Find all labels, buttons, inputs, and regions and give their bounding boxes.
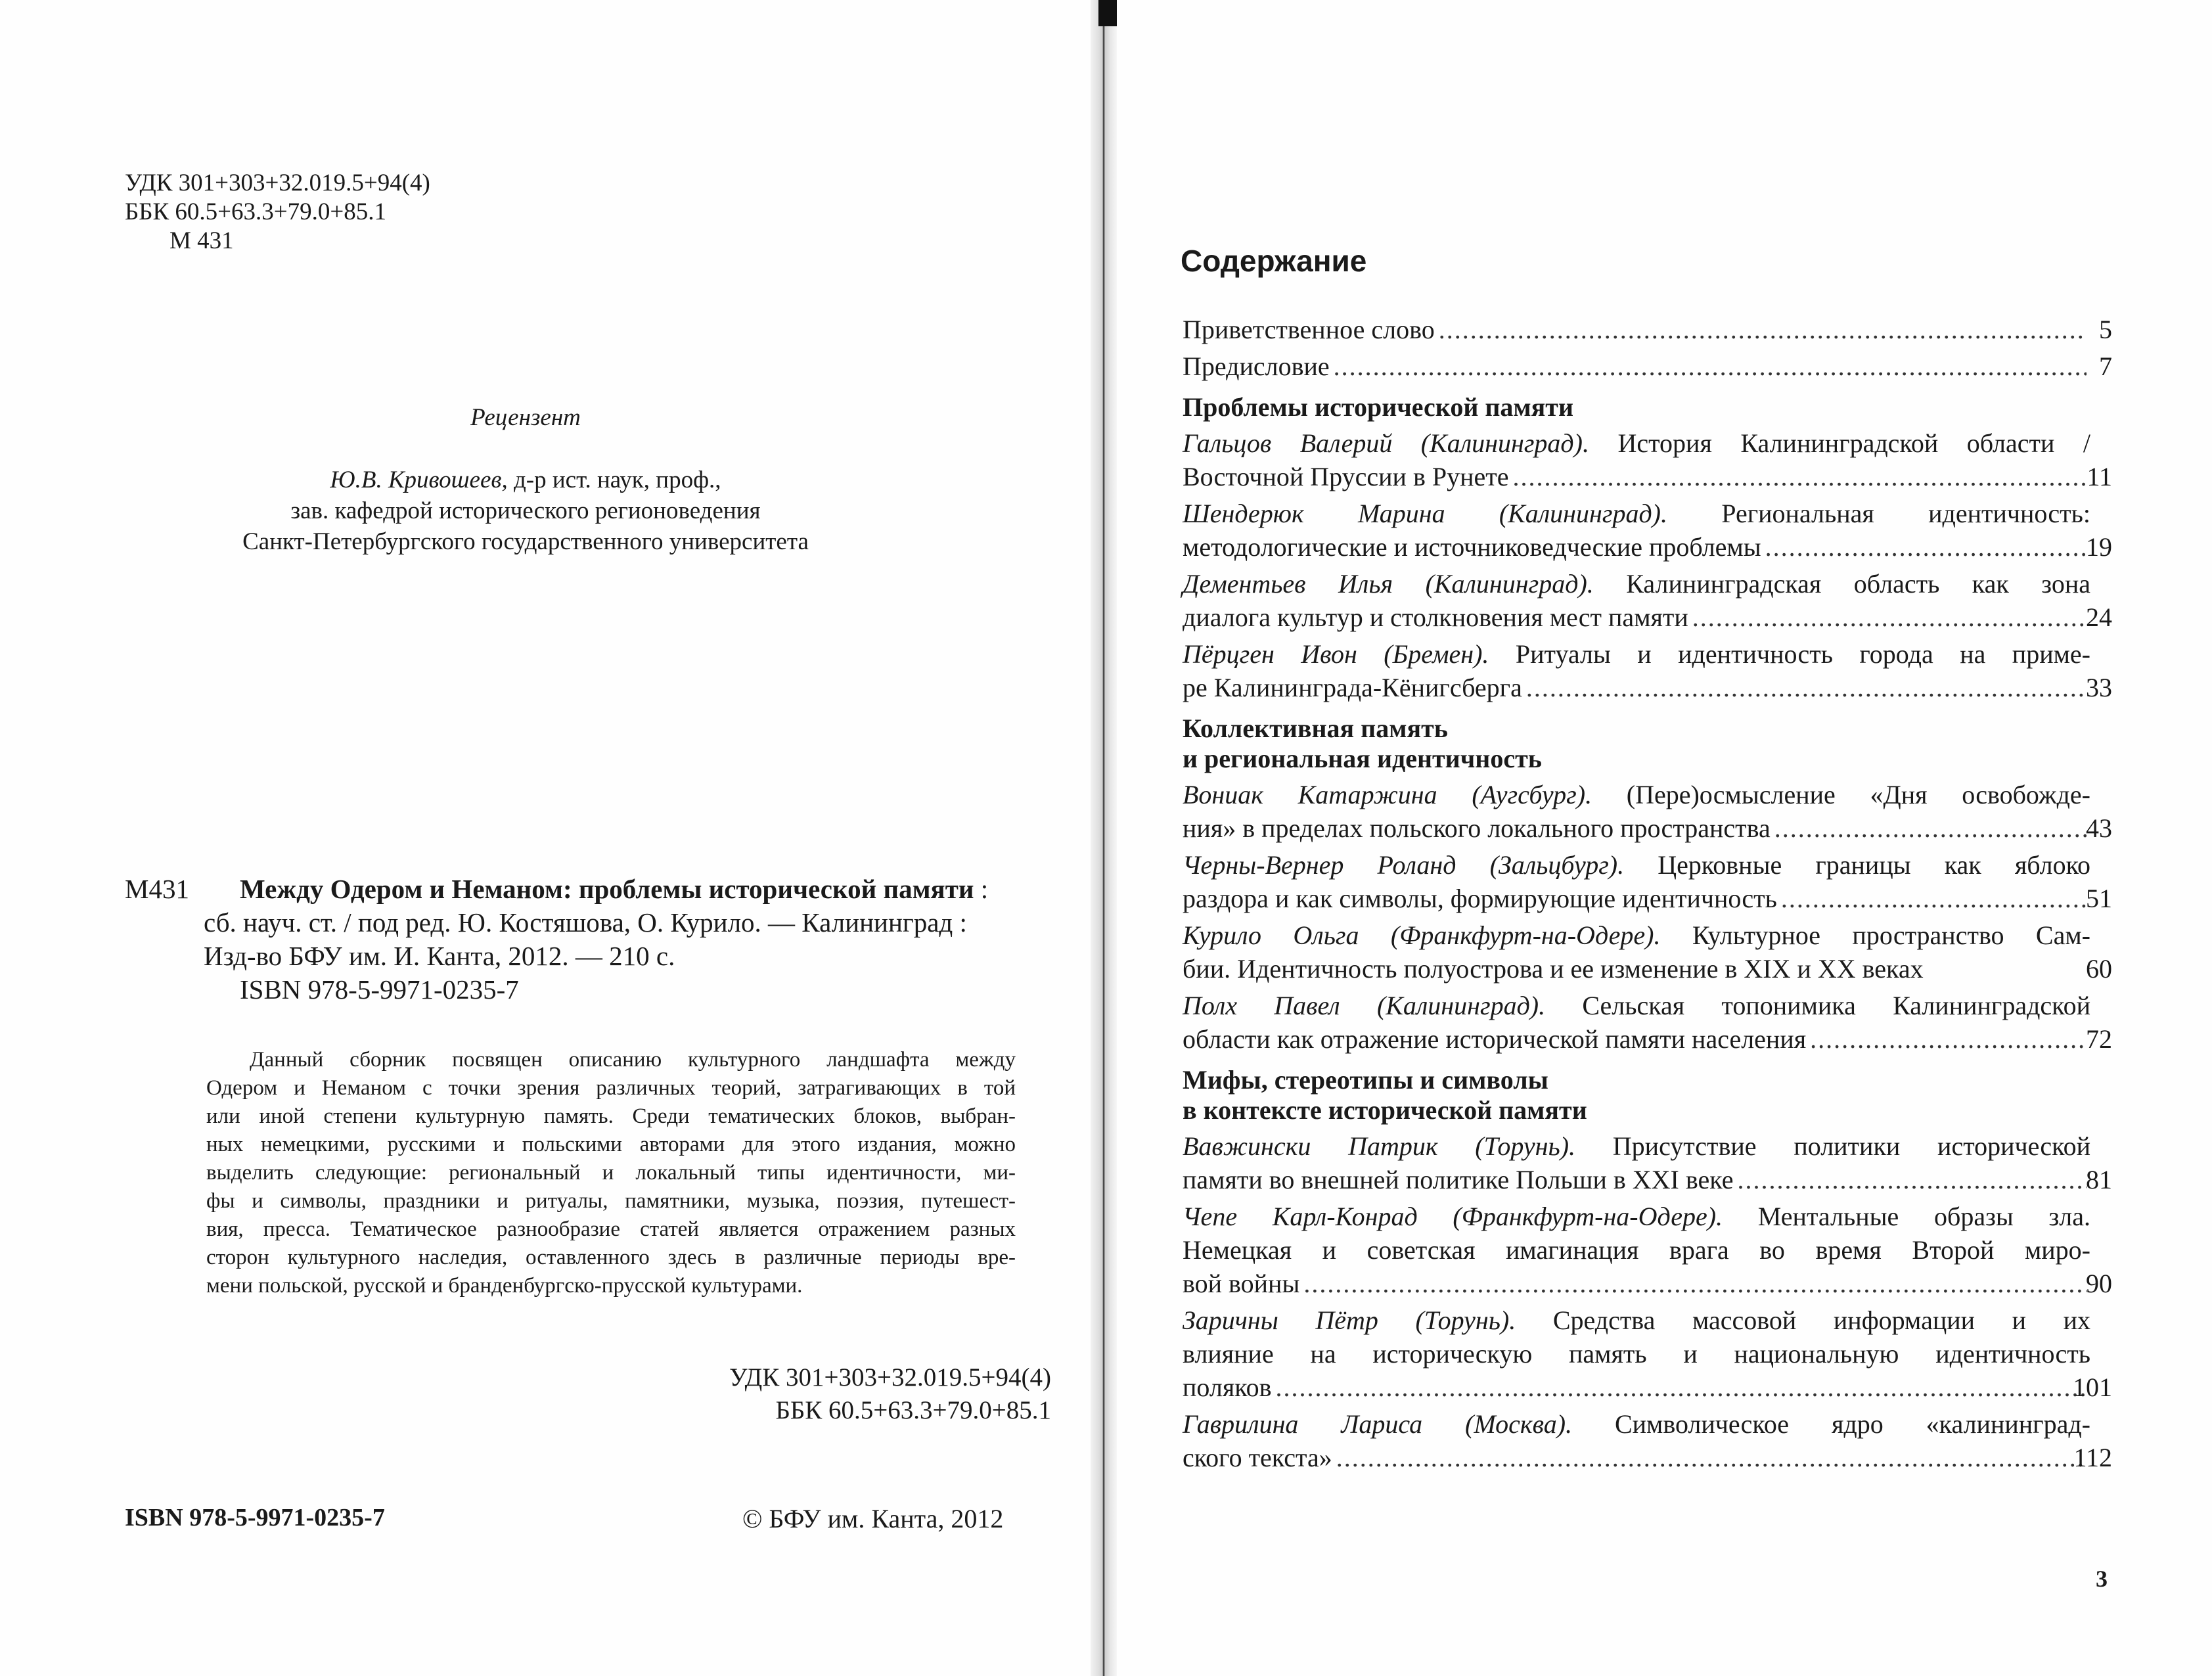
toc-entry-title: ского текста» — [1183, 1443, 1332, 1472]
toc-entry-first-line — [1183, 497, 2090, 530]
bib-isbn: ISBN 978-5-9971-0235-7 — [240, 974, 519, 1005]
toc-page-number: 19 — [2086, 532, 2112, 562]
toc-entry-author: Чепе Карл-Конрад (Франкфурт-на-Одере). — [1183, 1202, 1723, 1231]
leader-dots — [1810, 1022, 2087, 1056]
toc-entry-first-line — [1183, 426, 2090, 460]
toc-entry-last-line — [1183, 671, 2090, 704]
toc-entry-first-line — [1183, 1129, 2090, 1163]
toc-entry-last-line — [1183, 882, 2090, 915]
toc-entry-author: Черны-Вернер Роланд (Зальцбург). — [1183, 850, 1625, 880]
reviewer-university: Санкт-Петербургского государственного университета — [242, 528, 809, 555]
toc-entry-text: Приветственное слово — [1183, 315, 1435, 344]
toc-entry-last-line — [1183, 1022, 2090, 1056]
toc-entry-last-line — [1183, 1441, 2090, 1474]
toc-section — [1183, 426, 2112, 704]
toc-entry-author: Вавжински Патрик (Торунь). — [1183, 1131, 1576, 1161]
toc-page-number: 51 — [2086, 884, 2112, 913]
toc-entry-first-line — [1183, 778, 2090, 811]
reviewer-title: Рецензент — [470, 404, 581, 431]
toc-entry-first-line — [1183, 848, 2090, 882]
section-title-line: и региональная идентичность — [1183, 744, 1542, 773]
toc-entry-text: Предисловие — [1183, 351, 1330, 381]
toc-page-number: 101 — [2073, 1372, 2112, 1402]
toc-entry-title: ре Калининграда-Кёнигсберга — [1183, 673, 1522, 702]
toc-entry-title: области как отражение исторической памяти населения — [1183, 1024, 1807, 1054]
toc-entry-title: бии. Идентичность полуострова и ее изменение в XIX и XX веках — [1183, 954, 1924, 984]
toc-entry-title: Восточной Пруссии в Рунете — [1183, 462, 1509, 491]
toc-entry-title: памяти во внешней политике Польши в XXI веке — [1183, 1165, 1734, 1194]
toc-entry-last-line — [1183, 1163, 2090, 1196]
toc-section-heading — [1183, 1065, 2090, 1125]
left-page — [0, 0, 1091, 1676]
toc-entry[interactable] — [1183, 778, 2112, 845]
toc-entry[interactable] — [1183, 1129, 2112, 1196]
leader-dots — [1765, 530, 2087, 564]
leader-dots — [1526, 671, 2087, 704]
toc-entry-title: Сельская топонимика Калининградской — [1545, 991, 2090, 1020]
toc-entry-title: диалога культур и столкновения мест памяти — [1183, 602, 1688, 632]
toc-entry-title: вой войны — [1183, 1269, 1300, 1298]
toc-entry-author: Вониак Катаржина (Аугсбург). — [1183, 780, 1592, 809]
toc-entry-first-line — [1183, 918, 2090, 952]
toc-entry-title: Церковные границы как яблоко — [1624, 850, 2090, 880]
toc-entry[interactable] — [1183, 989, 2112, 1056]
toc-entry-title: Калининградская область как зона — [1593, 569, 2090, 599]
toc-entry-first-line — [1183, 1200, 2090, 1233]
toc-page-number: 33 — [2086, 673, 2112, 702]
toc-entry[interactable] — [1183, 848, 2112, 915]
toc-page-number: 7 — [2099, 351, 2112, 381]
toc-entry-line — [1183, 1337, 2090, 1370]
toc-entry-title: поляков — [1183, 1372, 1272, 1402]
section-title-line: Проблемы исторической памяти — [1183, 392, 1573, 422]
toc-entry-author: Гальцов Валерий (Калининград). — [1183, 428, 1589, 458]
toc-page-number: 24 — [2086, 602, 2112, 632]
bib-title-tail: : — [974, 874, 989, 904]
bib-editors: сб. науч. ст. / под ред. Ю. Костяшова, О. Курило. — Калининград : — [204, 907, 967, 938]
abstract-line: выделить следующие: региональный и локальный типы идентичности, ми- — [206, 1161, 1016, 1185]
toc-entry-first-line — [1183, 1407, 2090, 1441]
toc-entry[interactable] — [1183, 1200, 2112, 1300]
toc-entry-title: Средства массовой информации и их — [1516, 1305, 2091, 1335]
bbk-line: ББК 60.5+63.3+79.0+85.1 — [125, 198, 387, 225]
leader-dots — [1781, 882, 2087, 915]
leader-dots — [1439, 313, 2087, 346]
abstract-line: или иной степени культурную память. Среди тематических блоков, выбран- — [206, 1104, 1016, 1128]
toc-entry-title: влияние на историческую память и национальную идентичность — [1183, 1339, 2090, 1369]
toc-entry-title: методологические и источниковедческие проблемы — [1183, 532, 1761, 562]
toc-entry-last-line — [1183, 952, 2090, 985]
toc-entry-first-line — [1183, 989, 2090, 1022]
reviewer-name: Ю.В. Кривошеев, — [330, 466, 508, 493]
toc-entry-author: Дементьев Илья (Калининград). — [1183, 569, 1594, 599]
toc-entry-title: Ритуалы и идентичность города на приме- — [1489, 639, 2090, 669]
abstract-line: ных немецкими, русскими и польскими авторами для этого издания, можно — [206, 1133, 1016, 1156]
toc-entry[interactable] — [1183, 637, 2112, 704]
toc-entry[interactable] — [1183, 567, 2112, 634]
toc-entry-title: История Калининградской области / — [1589, 428, 2090, 458]
abstract-line: вия, пресса. Тематическое разнообразие статей является отражением разных — [206, 1217, 1016, 1241]
toc-entry[interactable] — [1183, 1303, 2112, 1404]
toc-title: Содержание — [1181, 244, 1367, 278]
leader-dots — [1692, 600, 2087, 634]
toc-section — [1183, 778, 2112, 1056]
spine-shadow — [1098, 0, 1118, 26]
section-title-line: в контексте исторической памяти — [1183, 1095, 1587, 1125]
toc-entry-author: Курило Ольга (Франкфурт-на-Одере). — [1183, 920, 1661, 950]
author-mark: М 431 — [169, 227, 234, 254]
toc-page-number: 60 — [2086, 954, 2112, 984]
leader-dots — [1303, 1267, 2087, 1300]
toc-entry-author: Заричны Пётр (Торунь). — [1183, 1305, 1516, 1335]
leader-dots — [1512, 460, 2087, 493]
toc-page-number: 43 — [2086, 813, 2112, 843]
isbn-footer: ISBN 978-5-9971-0235-7 — [125, 1504, 385, 1531]
toc-entry[interactable] — [1183, 313, 2112, 346]
toc-section-heading — [1183, 713, 2090, 774]
toc-entry-title: раздора и как символы, формирующие идентичность — [1183, 884, 1777, 913]
reviewer-degree: д-р ист. наук, проф., — [507, 466, 721, 493]
toc-page-number: 81 — [2086, 1165, 2112, 1194]
toc-page-number: 72 — [2086, 1024, 2112, 1054]
abstract-line: мени польской, русской и бранденбургско-прусской культурами. — [206, 1274, 803, 1298]
toc-page-number: 90 — [2086, 1269, 2112, 1298]
toc-page-number: 11 — [2087, 462, 2112, 491]
toc-entry-last-line — [1183, 1370, 2090, 1404]
toc-entry-last-line — [1183, 811, 2090, 845]
bibliographic-record — [125, 872, 1051, 1007]
copyright: © БФУ им. Канта, 2012 — [742, 1504, 1004, 1533]
section-title-line: Мифы, стереотипы и символы — [1183, 1065, 1548, 1095]
toc-entry-last-line — [1183, 1267, 2090, 1300]
toc-entry-author: Шендерюк Марина (Калининград). — [1183, 499, 1667, 528]
toc-entry-line — [1183, 1233, 2090, 1267]
toc-entry-first-line — [1183, 637, 2090, 671]
section-title-line: Коллективная память — [1183, 713, 1448, 743]
leader-dots — [1276, 1370, 2087, 1404]
toc-entry-last-line — [1183, 460, 2090, 493]
toc-entry-first-line — [1183, 1303, 2090, 1337]
toc-entry-author: Гаврилина Лариса (Москва). — [1183, 1409, 1573, 1439]
page-number: 3 — [2096, 1566, 2108, 1592]
reviewer-position: зав. кафедрой исторического регионоведения — [290, 497, 761, 524]
toc-entry-title: (Пере)осмысление «Дня освобожде- — [1592, 780, 2090, 809]
toc-entry-last-line — [1183, 600, 2090, 634]
toc-entry-title: Ментальные образы зла. — [1723, 1202, 2091, 1231]
leader-dots — [1774, 811, 2087, 845]
abstract-line: сторон культурного наследия, оставленного здесь в различные периоды вре- — [206, 1246, 1016, 1269]
toc-entry[interactable] — [1183, 497, 2112, 564]
bib-code: М431 — [125, 874, 189, 904]
udk-block — [125, 169, 430, 256]
toc-entry-first-line — [1183, 567, 2090, 600]
bib-title-line — [125, 872, 1051, 906]
bib-title: Между Одером и Неманом: проблемы исторической памяти — [240, 874, 974, 904]
reviewer-name-line — [125, 464, 926, 495]
toc-entry[interactable] — [1183, 426, 2112, 493]
leader-dots — [1336, 1441, 2087, 1474]
toc-entry-title: Культурное пространство Сам- — [1660, 920, 2090, 950]
abstract-line: Одером и Неманом с точки зрения различных теорий, затрагивающих в той — [206, 1076, 1016, 1100]
toc-entry-title: Символическое ядро «калининград- — [1572, 1409, 2090, 1439]
udk-line: УДК 301+303+32.019.5+94(4) — [125, 170, 430, 196]
bbk-footer-line: ББК 60.5+63.3+79.0+85.1 — [775, 1396, 1051, 1424]
toc-page-number: 5 — [2099, 315, 2112, 344]
toc-entry-title: ния» в пределах польского локального пространства — [1183, 813, 1771, 843]
toc-entry-title: Присутствие политики исторической — [1575, 1131, 2090, 1161]
abstract-line: фы и символы, праздники и ритуалы, памятники, музыка, поэзия, путешест- — [206, 1189, 1016, 1213]
toc-entry-last-line — [1183, 530, 2090, 564]
abstract-line: Данный сборник посвящен описанию культурного ландшафта между — [250, 1048, 1016, 1072]
toc-entry[interactable] — [1183, 350, 2112, 383]
toc-entry[interactable] — [1183, 1407, 2112, 1474]
abstract — [206, 1046, 1016, 1300]
toc-section — [1183, 1129, 2112, 1474]
bib-publisher: Изд-во БФУ им. И. Канта, 2012. — 210 с. — [204, 941, 675, 971]
toc-entry-title: Региональная идентичность: — [1667, 499, 2090, 528]
book-spine — [1091, 0, 1117, 1676]
toc-page-number: 112 — [2073, 1443, 2112, 1472]
udk-footer-line: УДК 301+303+32.019.5+94(4) — [729, 1363, 1051, 1392]
toc-section-heading — [1183, 392, 2090, 422]
reviewer-block — [125, 402, 926, 557]
toc-entry-author: Пёрцген Ивон (Бремен). — [1183, 639, 1489, 669]
leader-dots — [1737, 1163, 2087, 1196]
toc-entry-author: Полх Павел (Калининград). — [1183, 991, 1546, 1020]
table-of-contents — [1183, 313, 2112, 1478]
toc-entry-title: Немецкая и советская имагинация врага во время Второй миро- — [1183, 1235, 2090, 1265]
udk-footer — [657, 1361, 1051, 1427]
toc-entry[interactable] — [1183, 918, 2112, 985]
leader-dots — [1334, 350, 2087, 383]
